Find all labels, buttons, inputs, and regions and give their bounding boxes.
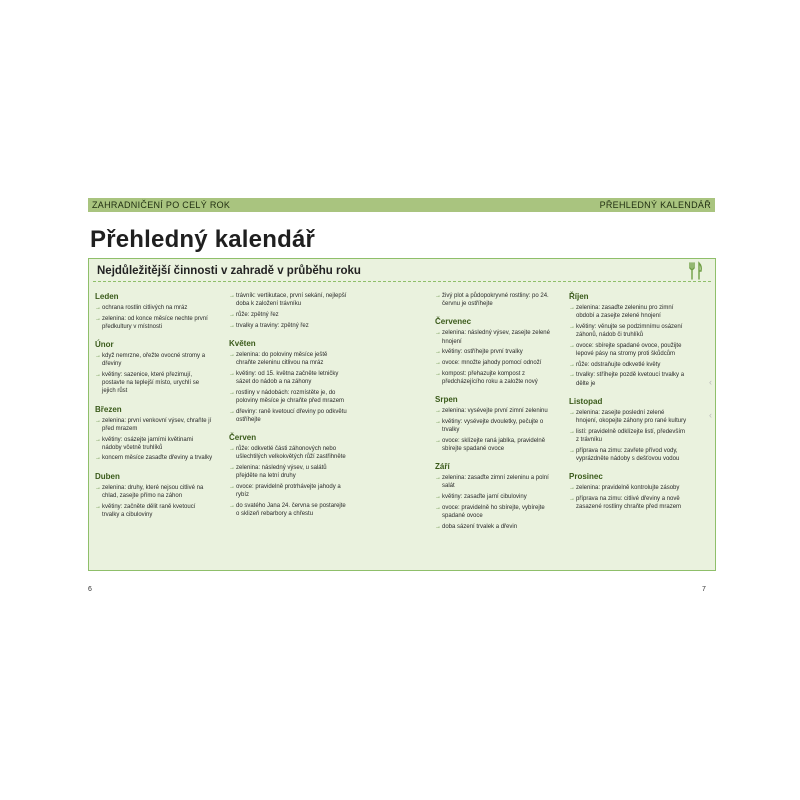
month-heading: Říjen xyxy=(569,292,589,301)
continued-items xyxy=(435,292,553,308)
calendar-item: → trvalky: stříhejte pozdě kvetoucí trvalky a dělte je xyxy=(569,371,687,387)
calendar-item: → květiny: zasaďte jarní cibuloviny xyxy=(435,493,553,501)
fork-knife-icon xyxy=(685,261,705,281)
month-heading: Květen xyxy=(229,338,256,348)
page-number-right: 7 xyxy=(702,586,706,593)
page-title: Přehledný kalendář xyxy=(90,226,316,253)
month-items xyxy=(569,484,687,511)
calendar-item: → růže: odkvetlé části záhonových nebo ušlechtilých velkokvětých růží zastřihněte xyxy=(229,445,347,461)
calendar-item: → zelenina: zasaďte zimní zeleninu a polní salát xyxy=(435,474,553,490)
calendar-item: → zelenina: zasejte poslední zelené hnojení, okopejte záhony pro rané kultury xyxy=(569,409,687,425)
month-items xyxy=(569,409,687,463)
month-heading: Červen xyxy=(229,432,257,442)
month-heading: Listopad xyxy=(569,396,603,406)
calendar-item: → květiny: vysévejte dvouletky, pečujte o trvalky xyxy=(435,418,553,434)
header-right: PŘEHLEDNÝ KALENDÁŘ xyxy=(599,200,711,210)
month-heading: Duben xyxy=(95,471,120,481)
calendar-column xyxy=(95,292,213,521)
calendar-item: → květiny: věnujte se podzimnímu osázení záhonů, nádob či truhlíků xyxy=(569,323,687,339)
calendar-column xyxy=(229,292,347,521)
month-heading: Červenec xyxy=(435,317,472,327)
calendar-item: → zelenina: první venkovní výsev, chraňte jí před mrazem xyxy=(95,417,213,433)
box-title: Nejdůležitější činnosti v zahradě v průběhu roku xyxy=(97,265,361,277)
calendar-item: → růže: odstraňujte odkvetlé květy xyxy=(569,361,687,369)
month-items xyxy=(435,474,553,531)
calendar-item: → koncem měsíce zasaďte dřeviny a trvalky xyxy=(95,454,213,462)
month-heading: Září xyxy=(435,462,450,472)
running-header xyxy=(88,198,715,212)
month-items xyxy=(229,351,347,424)
calendar-item: → listí: pravidelně odklízejte listí, především z trávníku xyxy=(569,428,687,444)
month-items xyxy=(95,304,213,331)
calendar-item: → ovoce: pravidelně ho sbírejte, vybírejte spadané ovoce xyxy=(435,504,553,520)
calendar-item: → zelenina: vysévejte první zimní zeleninu xyxy=(435,407,553,415)
calendar-item: → ovoce: množte jahody pomocí odnoží xyxy=(435,359,553,367)
calendar-item: → zelenina: druhy, které nejsou citlivé na chlad, zasejte přímo na záhon xyxy=(95,484,213,500)
calendar-item: → zelenina: od konce měsíce nechte první předkultury v místnosti xyxy=(95,315,213,331)
month-heading: Leden xyxy=(95,292,119,301)
month-items xyxy=(435,407,553,453)
calendar-item: → růže: zpětný řez xyxy=(229,311,347,319)
calendar-item: → příprava na zimu: citlivé dřeviny a nově zasazené rostliny chraňte před mrazem xyxy=(569,495,687,511)
calendar-item: → do svatého Jana 24. června se postarejte o sklizeň rebarbory a chřestu xyxy=(229,502,347,518)
month-heading: Srpen xyxy=(435,395,458,405)
calendar-item: → květiny: začněte dělit raně kvetoucí trvalky a cibuloviny xyxy=(95,503,213,519)
calendar-item: → kompost: přehazujte kompost z předcházejícího roku a založte nový xyxy=(435,370,553,386)
calendar-item: → ovoce: pravidelně protrhávejte jahody a rybíz xyxy=(229,483,347,499)
month-heading: Prosinec xyxy=(569,472,603,482)
calendar-item: → zelenina: do poloviny měsíce ještě chraňte zeleninu citlivou na mráz xyxy=(229,351,347,367)
calendar-item: → zelenina: pravidelně kontrolujte zásoby xyxy=(569,484,687,492)
page-number-left: 6 xyxy=(88,586,92,593)
calendar-item: → zelenina: zasaďte zeleninu pro zimní období a zasejte zelené hnojení xyxy=(569,304,687,320)
calendar-item: → když nemrzne, ořežte ovocné stromy a dřeviny xyxy=(95,352,213,368)
calendar-item: → rostliny v nádobách: rozmístěte je, do poloviny měsíce je chraňte před mrazem xyxy=(229,389,347,405)
month-heading: Únor xyxy=(95,340,114,350)
month-items xyxy=(95,484,213,519)
month-items xyxy=(95,352,213,396)
month-items xyxy=(569,304,687,388)
header-left: ZAHRADNIČENÍ PO CELÝ ROK xyxy=(92,200,231,210)
calendar-item: → zelenina: následný výsev, u salátů přejděte na letní druhy xyxy=(229,464,347,480)
box-divider xyxy=(93,281,711,282)
calendar-item: → květiny: ostříhejte první trvalky xyxy=(435,348,553,356)
continued-items xyxy=(229,292,347,330)
calendar-item: → květiny: sazenice, které přezimují, postavte na teplejší místo, urychlí se jejich růst xyxy=(95,371,213,396)
calendar-item: → květiny: osázejte jarními květinami nádoby včetně truhlíků xyxy=(95,436,213,452)
calendar-item: → ovoce: sbírejte spadané ovoce, použijte lepové pásy na stromy proti škůdcům xyxy=(569,342,687,358)
calendar-item: → živý plot a půdopokryvné rostliny: po 24. červnu je ostříhejte xyxy=(435,292,553,308)
month-heading: Březen xyxy=(95,404,122,414)
edge-mark: ‹ xyxy=(709,377,712,387)
month-items xyxy=(229,445,347,518)
calendar-item: → dřeviny: raně kvetoucí dřeviny po odkvětu ostříhejte xyxy=(229,408,347,424)
calendar-column xyxy=(569,292,687,514)
calendar-item: → trávník: vertikutace, první sekání, nejlepší doba k založení trávníku xyxy=(229,292,347,308)
month-items xyxy=(435,329,553,386)
calendar-item: → květiny: od 15. května začněte letničky sázet do nádob a na záhony xyxy=(229,370,347,386)
calendar-item: → doba sázení trvalek a dřevin xyxy=(435,523,553,531)
calendar-item: → příprava na zimu: zavřete přívod vody, vyprázdněte nádoby s dešťovou vodou xyxy=(569,447,687,463)
calendar-item: → ochrana rostlin citlivých na mráz xyxy=(95,304,213,312)
calendar-item: → trvalky a traviny: zpětný řez xyxy=(229,322,347,330)
month-items xyxy=(95,417,213,463)
calendar-box xyxy=(88,258,716,571)
edge-mark: ‹ xyxy=(709,410,712,420)
calendar-item: → zelenina: následný výsev, zasejte zelené hnojení xyxy=(435,329,553,345)
calendar-column xyxy=(435,292,553,533)
calendar-item: → ovoce: sklízejte raná jablka, pravidelně sbírejte spadané ovoce xyxy=(435,437,553,453)
